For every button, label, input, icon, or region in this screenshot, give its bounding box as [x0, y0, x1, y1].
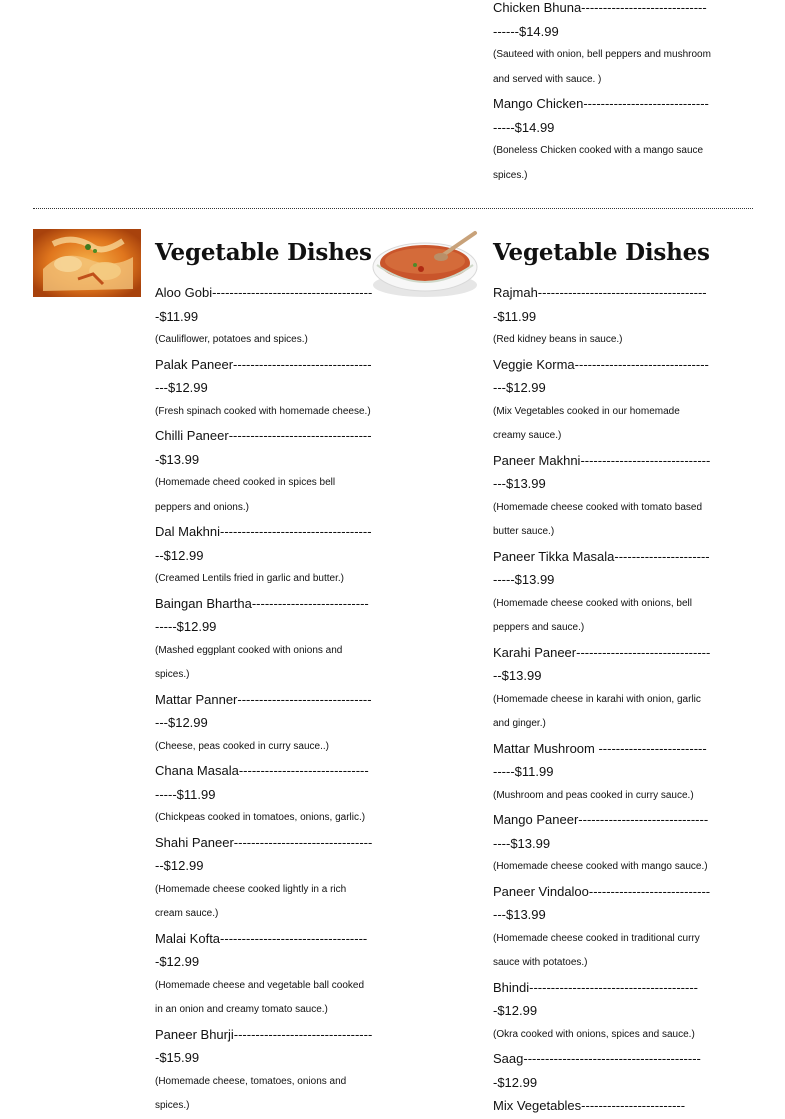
menu-item-name: Shahi Paneer----------------------------------$12.99	[155, 834, 373, 873]
menu-item-description: (Homemade cheese, tomatoes, onions and spices.)	[155, 1075, 347, 1111]
menu-item-description: (Red kidney beans in sauce.)	[493, 334, 623, 345]
menu-item-description: (Homemade cheese cooked in traditional curry sauce with potatoes.)	[493, 932, 700, 968]
menu-item-name: Mango Paneer----------------------------------$13.99	[493, 812, 709, 851]
curry-dish-photo	[33, 229, 141, 297]
menu-item-description: (Creamed Lentils fried in garlic and butter.)	[155, 573, 344, 584]
menu-item-name: Paneer Bhurji---------------------------------$15.99	[155, 1026, 373, 1065]
menu-item-name: Mango Chicken----------------------------------$14.99	[493, 96, 709, 135]
menu-item-name: Mix Vegetables------------------------	[493, 1098, 686, 1113]
menu-item-description: (Homemade cheese in karahi with onion, garlic and ginger.)	[493, 693, 701, 729]
top-right-column	[493, 0, 711, 188]
menu-item-name: Chicken Bhuna-----------------------------------$14.99	[493, 0, 707, 39]
menu-item-description: (Sauteed with onion, bell peppers and mushroom and served with sauce. )	[493, 49, 711, 85]
menu-item-description: (Mushroom and peas cooked in curry sauce.)	[493, 789, 694, 801]
menu-item-name: Dal Makhni-------------------------------------$12.99	[155, 524, 372, 563]
menu-item-name: Malai Kofta-----------------------------------$12.99	[155, 930, 368, 969]
menu-item-description: (Homemade cheese cooked with tomato based butter sauce.)	[493, 501, 703, 537]
left-column	[155, 237, 373, 1119]
menu-item-name: Bhindi----------------------------------------$12.99	[493, 979, 698, 1018]
menu-item-name: Palak Paneer-----------------------------------$12.99	[155, 356, 372, 395]
soup-bowl-photo	[371, 229, 479, 297]
menu-item-description: (Homemade cheese cooked with mango sauce.)	[493, 861, 708, 872]
menu-item-description: (Okra cooked with onions, spices and sauce.)	[493, 1028, 695, 1040]
menu-item-name: Paneer Tikka Masala---------------------------$13.99	[493, 548, 710, 587]
menu-item-name: Chilli Paneer----------------------------------$13.99	[155, 428, 372, 467]
menu-item-description: (Homemade cheese cooked lightly in a rich cream sauce.)	[155, 883, 347, 919]
menu-item-name: Aloo Gobi--------------------------------------$11.99	[155, 285, 373, 324]
menu-item-name: Baingan Bhartha--------------------------------$12.99	[155, 595, 369, 634]
menu-item-name: Paneer Vindaloo-------------------------------$13.99	[493, 883, 711, 922]
menu-item-description: (Chickpeas cooked in tomatoes, onions, garlic.)	[155, 812, 366, 823]
menu-item-description: (Fresh spinach cooked with homemade cheese.)	[155, 405, 371, 417]
menu-item-name: Mattar Mushroom ------------------------------$11.99	[493, 740, 707, 779]
right-column	[493, 237, 711, 1118]
menu-item-description: (Homemade cheed cooked in spices bell peppers and onions.)	[155, 477, 336, 513]
menu-item-description: (Mix Vegetables cooked in our homemade creamy sauce.)	[493, 405, 680, 441]
section-heading: Vegetable Dishes	[155, 239, 372, 266]
menu-item-description: (Cheese, peas cooked in curry sauce..)	[155, 740, 329, 752]
section-divider	[33, 208, 753, 209]
menu-item-name: Veggie Korma----------------------------------$12.99	[493, 356, 709, 395]
menu-item-description: (Homemade cheese cooked with onions, bell peppers and sauce.)	[493, 597, 692, 633]
section-heading: Vegetable Dishes	[493, 239, 710, 266]
menu-item-description: (Cauliflower, potatoes and spices.)	[155, 334, 308, 345]
menu-item-description: (Boneless Chicken cooked with a mango sauce spices.)	[493, 145, 704, 181]
menu-item-name: Rajmah----------------------------------------$11.99	[493, 285, 707, 324]
menu-item-name: Paneer Makhni---------------------------------$13.99	[493, 452, 711, 491]
menu-item-description: (Homemade cheese and vegetable ball cooked in an onion and creamy tomato sauce.)	[155, 979, 365, 1015]
menu-item-name: Karahi Paneer---------------------------------$13.99	[493, 644, 711, 683]
menu-item-name: Mattar Panner----------------------------------$12.99	[155, 691, 372, 730]
menu-item-description: (Mashed eggplant cooked with onions and spices.)	[155, 644, 343, 680]
menu-item-name: Saag------------------------------------------$12.99	[493, 1051, 701, 1090]
menu-item-name: Chana Masala-----------------------------------$11.99	[155, 763, 369, 802]
